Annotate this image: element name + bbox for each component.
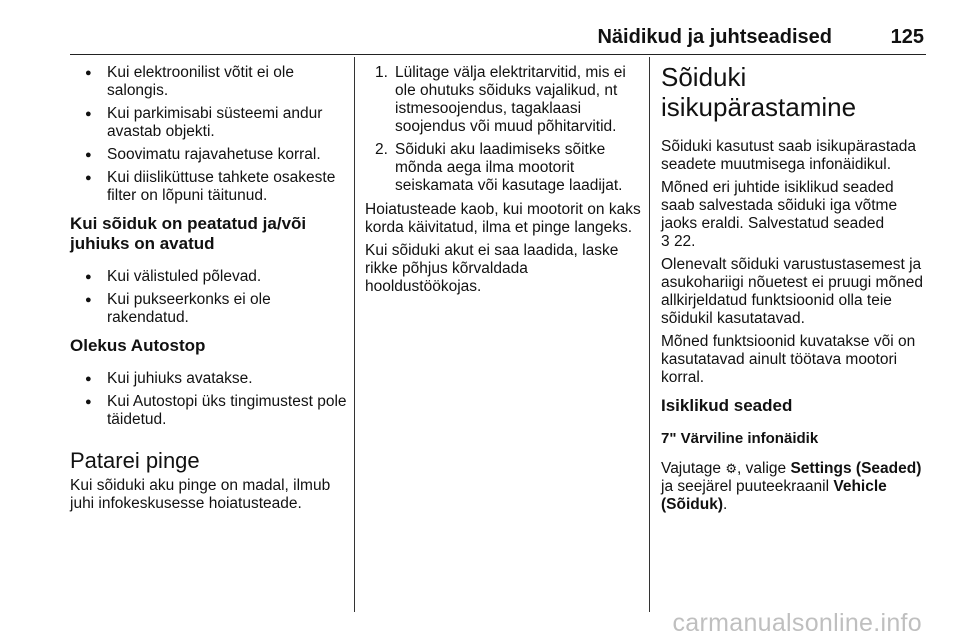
column-3 xyxy=(661,64,929,519)
page-header xyxy=(70,26,926,54)
list-item xyxy=(365,64,641,136)
paragraph-text: Mõned eri juhtide isiklikud seaded saab salvestada sõiduki iga võtme jaoks eraldi. Salvestatud seaded xyxy=(661,179,898,232)
paragraph-text: , valige xyxy=(737,460,787,477)
list-item: ● Kui diisliküttuse tahkete osakeste filter on lõpuni täitunud. xyxy=(70,169,348,205)
page-reference-link[interactable]: 22. xyxy=(673,233,696,250)
step-text: Sõiduki aku laadimiseks sõitke mõnda aega ilma mootorit seiskamata või kasutage laadijat. xyxy=(395,141,623,194)
numbered-steps xyxy=(365,64,641,195)
step-text: Lülitage välja elektritarvitid, mis ei ole ohutuks sõiduks vajalikud, nt istmesoojendus, tagaklaasi soojendus või muud põhitarvitid. xyxy=(395,64,626,135)
paragraph xyxy=(661,460,929,514)
list-item xyxy=(365,141,641,195)
heading-autostop: Olekus Autostop xyxy=(70,336,206,355)
settings-gear-icon: ⚙ xyxy=(725,461,738,476)
list-item: ● Kui pukseerkonks ei ole rakendatud. xyxy=(70,291,348,327)
bullet-list-b xyxy=(70,268,348,327)
paragraph-text: Vajutage xyxy=(661,460,722,477)
vehicle-menu-label: Vehicle (Sõiduk) xyxy=(661,478,887,513)
list-item: ● Kui parkimisabi süsteemi andur avastab objekti. xyxy=(70,105,348,141)
page-number: 125 xyxy=(890,26,924,48)
list-item: ● Kui elektroonilist võtit ei ole salongis. xyxy=(70,64,348,100)
step-number: 2. xyxy=(375,141,388,158)
column-divider-1 xyxy=(354,57,355,612)
settings-menu-label: Settings (Seaded) xyxy=(790,460,922,477)
heading-vehicle-stopped: Kui sõiduk on peatatud ja/või juhiuks on avatud xyxy=(70,214,307,253)
page-reference-arrow-icon: 3 xyxy=(661,233,670,250)
column-divider-2 xyxy=(649,57,650,612)
paragraph: Mõned funktsioonid kuvatakse või on kasutatavad ainult töötava mootori korral. xyxy=(661,333,916,386)
bullet-list-c xyxy=(70,370,348,429)
heading-color-info-display: 7" Värviline infonäidik xyxy=(661,430,819,447)
paragraph: Hoiatusteade kaob, kui mootorit on kaks korda käivitatud, ilma et pinge langeks. xyxy=(365,201,641,236)
heading-personal-settings: Isiklikud seaded xyxy=(661,396,793,415)
list-item: ● Kui Autostopi üks tingimustest pole täidetud. xyxy=(70,393,348,429)
step-number: 1. xyxy=(375,64,388,81)
list-item: ● Soovimatu rajavahetuse korral. xyxy=(70,146,348,164)
paragraph xyxy=(661,179,929,251)
paragraph: Olenevalt sõiduki varustustasemest ja asukohariigi nõuetest ei pruugi mõned allkirjeldatud funktsioonid olla teie sõidukil kasutatavad. xyxy=(661,256,923,327)
list-item: ● Kui juhiuks avatakse. xyxy=(70,370,348,388)
bullet-list-a xyxy=(70,64,348,205)
header-rule xyxy=(70,54,926,55)
paragraph: Sõiduki kasutust saab isikupärastada seadete muutmisega infonäidikul. xyxy=(661,138,917,173)
column-1 xyxy=(70,64,348,518)
section-title-battery-voltage: Patarei pinge xyxy=(70,448,200,473)
paragraph: Kui sõiduki akut ei saa laadida, laske rikke põhjus kõrvaldada hooldustöökojas. xyxy=(365,242,619,295)
column-2 xyxy=(365,64,641,301)
watermark: carmanualsonline.info xyxy=(672,609,922,637)
paragraph-text: ja seejärel puuteekraanil xyxy=(661,478,830,495)
chapter-title: Näidikud ja juhtseadised xyxy=(597,26,832,48)
section-title-personalization: Sõiduki isikupärastamine xyxy=(661,62,857,122)
list-item: ● Kui välistuled põlevad. xyxy=(70,268,348,286)
paragraph-text: . xyxy=(723,496,728,513)
battery-voltage-text: Kui sõiduki aku pinge on madal, ilmub juhi infokeskusesse hoiatusteade. xyxy=(70,477,331,512)
